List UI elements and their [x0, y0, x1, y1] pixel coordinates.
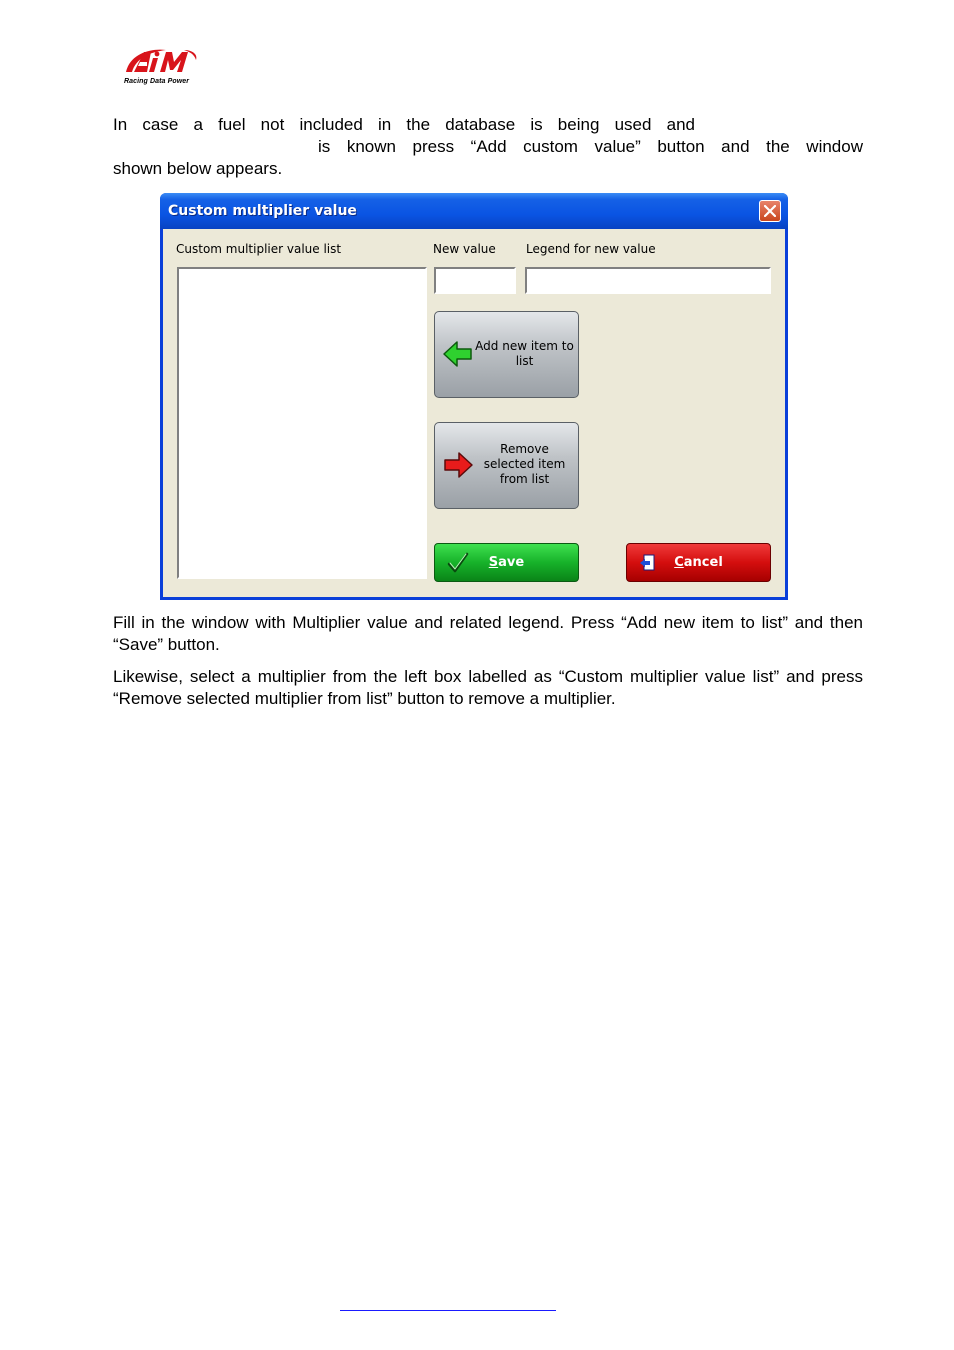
green-arrow-left-icon	[442, 339, 474, 369]
save-button[interactable]	[434, 543, 579, 582]
close-icon	[764, 205, 776, 217]
intro-line-1: In case a fuel not included in the database is being used and	[113, 115, 695, 134]
custom-multiplier-dialog	[160, 193, 788, 600]
close-button[interactable]	[759, 200, 781, 222]
footer-link[interactable]	[340, 1310, 556, 1311]
new-value-input[interactable]	[434, 267, 516, 294]
dialog-titlebar[interactable]	[160, 193, 788, 229]
custom-multiplier-listbox[interactable]	[177, 267, 427, 579]
intro-paragraph	[113, 114, 863, 180]
new-value-label: New value	[433, 242, 496, 256]
remove-item-label: Remove selected item from list	[483, 442, 566, 486]
add-item-button[interactable]	[434, 311, 579, 398]
list-label: Custom multiplier value list	[176, 242, 342, 256]
dialog-client-area	[163, 229, 785, 597]
cancel-button[interactable]	[626, 543, 771, 582]
intro-line-2: is known press “Add custom value” button and the window	[318, 137, 863, 156]
remove-item-button[interactable]	[434, 422, 579, 509]
remove-paragraph: Likewise, select a multiplier from the left box labelled as “Custom multiplier value list” and press “Remove selected multiplier from list” button to remove a multiplier.	[113, 667, 863, 708]
legend-input[interactable]	[525, 267, 771, 294]
save-label: Save	[488, 555, 525, 570]
legend-label: Legend for new value	[526, 242, 656, 256]
add-item-label: Add new item to list	[475, 339, 574, 368]
dialog-title: Custom multiplier value	[168, 203, 357, 219]
red-arrow-right-icon	[442, 450, 474, 480]
intro-line-3: shown below appears.	[113, 159, 283, 178]
fill-in-paragraph: Fill in the window with Multiplier value and related legend. Press “Add new item to list” and then “Save” button.	[113, 613, 863, 654]
logo-tagline: Racing Data Power	[124, 78, 190, 85]
cancel-label: Cancel	[674, 555, 723, 570]
